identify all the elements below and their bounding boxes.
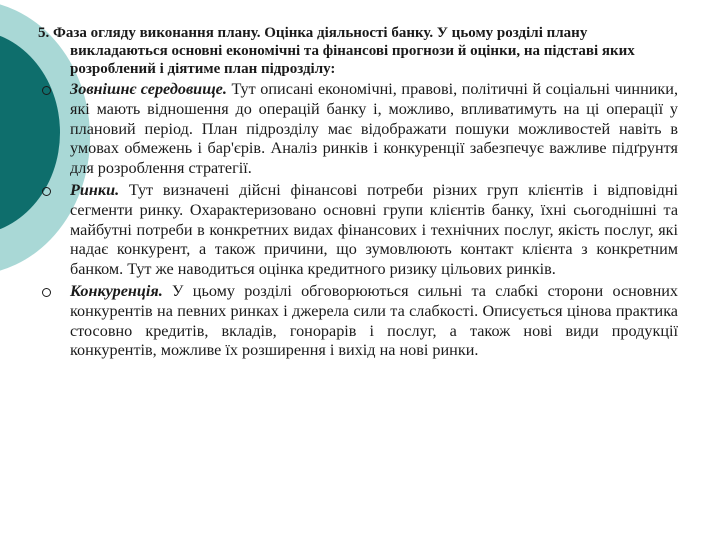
circle-bullet-icon: [42, 86, 51, 95]
circle-bullet-icon: [42, 288, 51, 297]
circle-bullet-icon: [42, 187, 51, 196]
slide-content: [38, 24, 678, 363]
item-text: Тут визначені дійсні фінансові потреби різних груп клієнтів і відповідні сегменти ринку. Охарактеризовано основні групи клієнтів банку, їхні сьогоднішні та майбутні потреби в конкретних видах фінансових і технічних послуг, якість послуг, які надає конкурент, а також причини, що зумовлюють контакт клієнта з конкретним банком. Тут же наводиться оцінка кредитного ризику цільових ринків.: [70, 180, 678, 279]
list-item-external-environment: [38, 80, 678, 179]
item-text: У цьому розділі обговорюються сильні та слабкі сторони основних конкурентів на певних ринках і джерела сили та слабкості. Описується цінова практика стосовно кредитів, вкладів, гонорарів і послуг, а також нові види продукції конкурентів, можливе їх розширення і вихід на нові ринки.: [70, 281, 678, 360]
term-external-environment: Зовнішнє середовище.: [70, 80, 227, 98]
list-item-competition: [38, 282, 678, 361]
section-heading: 5. Фаза огляду виконання плану. Оцінка діяльності банку. У цьому розділі плану викладаються основні економічні та фінансові прогнози й оцінки, на підставі яких розроблений і діятиме план підрозділу:: [38, 25, 635, 77]
term-competition: Конкуренція.: [70, 281, 163, 300]
list-item-markets: [38, 181, 678, 280]
item-text: Тут описані економічні, правові, політичні й соціальні чинники, які мають відношення до операцій банку і, можливо, впливатимуть на ці операції у плановий період. План підрозділу має відображати пошуки можливостей навіть в умовах обмежень і бар'єрів. Аналіз ринків і конкуренції забезпечує важливе підґрунтя для розроблення стратегії.: [70, 80, 678, 178]
term-markets: Ринки.: [70, 180, 120, 199]
